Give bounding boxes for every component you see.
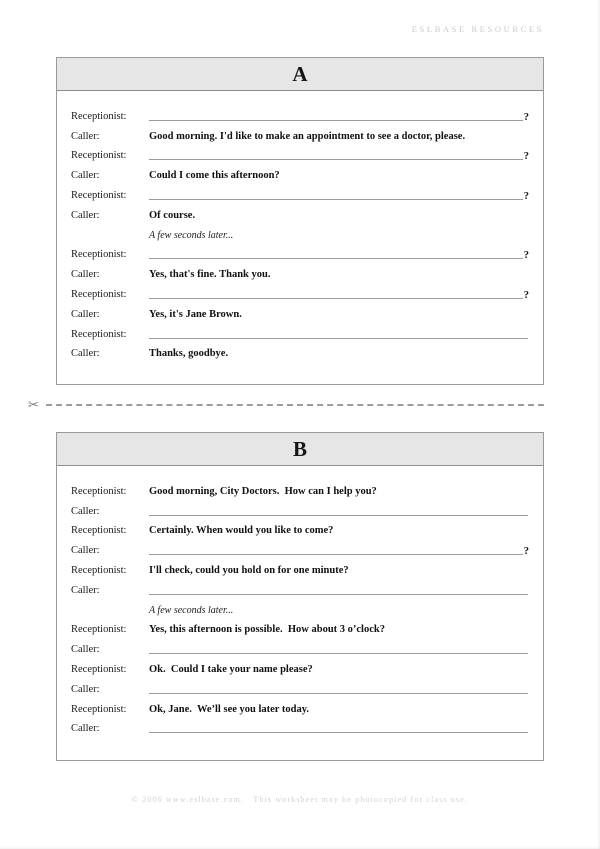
speaker-label: Caller:: [71, 170, 100, 182]
speaker-label: Caller:: [71, 308, 100, 320]
dialogue-text: Could I come this afternoon?: [149, 170, 280, 182]
speaker-label: Caller:: [71, 683, 100, 695]
speaker-label: Receptionist:: [71, 525, 127, 537]
stage-direction: A few seconds later...: [149, 604, 234, 616]
dialogue-box-b: [56, 432, 544, 761]
answer-blank[interactable]: [149, 594, 529, 599]
speaker-label: Receptionist:: [71, 110, 127, 122]
answer-blank[interactable]: [149, 546, 529, 559]
answer-blank[interactable]: [149, 693, 529, 698]
cut-here-line: [28, 396, 544, 414]
speaker-label: Caller:: [71, 545, 100, 557]
dialogue-box-a-header: [57, 58, 543, 91]
question-mark: ?: [523, 190, 529, 202]
dialogue-box-b-body: [57, 466, 543, 745]
speaker-label: Receptionist:: [71, 249, 127, 261]
dialogue-line: [71, 718, 529, 738]
dialogue-line: [71, 204, 529, 224]
speaker-label: Caller:: [71, 209, 100, 221]
speaker-label: Caller:: [71, 130, 100, 142]
answer-blank-rule[interactable]: [149, 338, 528, 339]
answer-blank-rule[interactable]: [149, 120, 523, 121]
dialogue-text: Good morning. I'd like to make an appointment to see a doctor, please.: [149, 130, 466, 142]
dialogue-line: [71, 539, 529, 559]
dialogue-line: [71, 638, 529, 658]
cut-dashed-rule: [46, 404, 544, 406]
dialogue-text: Thanks, goodbye.: [149, 348, 229, 360]
dialogue-line: [71, 678, 529, 698]
stage-direction: A few seconds later...: [149, 229, 234, 241]
dialogue-line: [71, 303, 529, 323]
dialogue-line: [71, 323, 529, 343]
dialogue-line: [71, 164, 529, 184]
dialogue-line: [71, 500, 529, 520]
dialogue-text: Yes, it's Jane Brown.: [149, 308, 242, 320]
answer-blank[interactable]: [149, 653, 529, 658]
answer-blank[interactable]: [149, 250, 529, 263]
dialogue-line: [71, 224, 529, 244]
speaker-label: Caller:: [71, 505, 100, 517]
answer-blank-rule[interactable]: [149, 554, 523, 555]
speaker-label: Receptionist:: [71, 189, 127, 201]
speaker-label: Receptionist:: [71, 485, 127, 497]
dialogue-line: [71, 559, 529, 579]
answer-blank-rule[interactable]: [149, 515, 528, 516]
answer-blank-rule[interactable]: [149, 258, 523, 259]
dialogue-box-a-letter: A: [292, 61, 308, 86]
answer-blank-rule[interactable]: [149, 298, 523, 299]
answer-blank[interactable]: [149, 515, 529, 520]
answer-blank-rule[interactable]: [149, 199, 523, 200]
copyright-footer: © 2006 www.eslbase.com. This worksheet may be photocopied for class use.: [131, 795, 469, 804]
question-mark: ?: [523, 151, 529, 163]
answer-blank-rule[interactable]: [149, 159, 523, 160]
dialogue-line: [71, 283, 529, 303]
answer-blank[interactable]: [149, 732, 529, 737]
answer-blank[interactable]: [149, 151, 529, 164]
dialogue-line: [71, 343, 529, 363]
dialogue-line: [71, 125, 529, 145]
speaker-label: [71, 617, 149, 619]
answer-blank[interactable]: [149, 191, 529, 204]
dialogue-line: [71, 184, 529, 204]
question-mark: ?: [523, 250, 529, 262]
masthead-label: ESLBASE RESOURCES: [411, 24, 544, 34]
dialogue-text: Good morning, City Doctors. How can I help you?: [149, 485, 377, 497]
scissors-icon: ✂: [28, 396, 39, 412]
speaker-label: Receptionist:: [71, 328, 127, 340]
dialogue-text: Ok, Jane. We’ll see you later today.: [149, 703, 310, 715]
answer-blank[interactable]: [149, 112, 529, 125]
dialogue-line: [71, 244, 529, 264]
speaker-label: Receptionist:: [71, 150, 127, 162]
dialogue-text: Of course.: [149, 209, 196, 221]
speaker-label: Receptionist:: [71, 564, 127, 576]
dialogue-line: [71, 263, 529, 283]
dialogue-text: Yes, that's fine. Thank you.: [149, 269, 271, 281]
speaker-label: Caller:: [71, 348, 100, 360]
dialogue-box-b-header: [57, 433, 543, 466]
speaker-label: Receptionist:: [71, 288, 127, 300]
dialogue-box-a-body: [57, 91, 543, 370]
dialogue-line: [71, 619, 529, 639]
answer-blank-rule[interactable]: [149, 693, 528, 694]
dialogue-box-a: [56, 57, 544, 385]
question-mark: ?: [523, 546, 529, 558]
dialogue-line: [71, 145, 529, 165]
answer-blank[interactable]: [149, 338, 529, 343]
dialogue-line: [71, 658, 529, 678]
question-mark: ?: [523, 289, 529, 301]
dialogue-line: [71, 105, 529, 125]
answer-blank-rule[interactable]: [149, 653, 528, 654]
speaker-label: Caller:: [71, 644, 100, 656]
dialogue-line: [71, 520, 529, 540]
dialogue-text: Yes, this afternoon is possible. How about 3 o’clock?: [149, 624, 385, 636]
answer-blank[interactable]: [149, 290, 529, 303]
speaker-label: Receptionist:: [71, 624, 127, 636]
answer-blank-rule[interactable]: [149, 594, 528, 595]
dialogue-box-b-letter: B: [292, 436, 307, 461]
dialogue-line: [71, 698, 529, 718]
answer-blank-rule[interactable]: [149, 732, 528, 733]
dialogue-line: [71, 480, 529, 500]
dialogue-line: [71, 579, 529, 599]
dialogue-text: I'll check, could you hold on for one minute?: [149, 564, 349, 576]
speaker-label: Caller:: [71, 723, 100, 735]
speaker-label: Receptionist:: [71, 663, 127, 675]
speaker-label: Caller:: [71, 269, 100, 281]
question-mark: ?: [523, 111, 529, 123]
speaker-label: Caller:: [71, 584, 100, 596]
dialogue-text: Ok. Could I take your name please?: [149, 663, 313, 675]
speaker-label: Receptionist:: [71, 703, 127, 715]
speaker-label: [71, 242, 149, 244]
dialogue-text: Certainly. When would you like to come?: [149, 525, 334, 537]
dialogue-line: [71, 599, 529, 619]
